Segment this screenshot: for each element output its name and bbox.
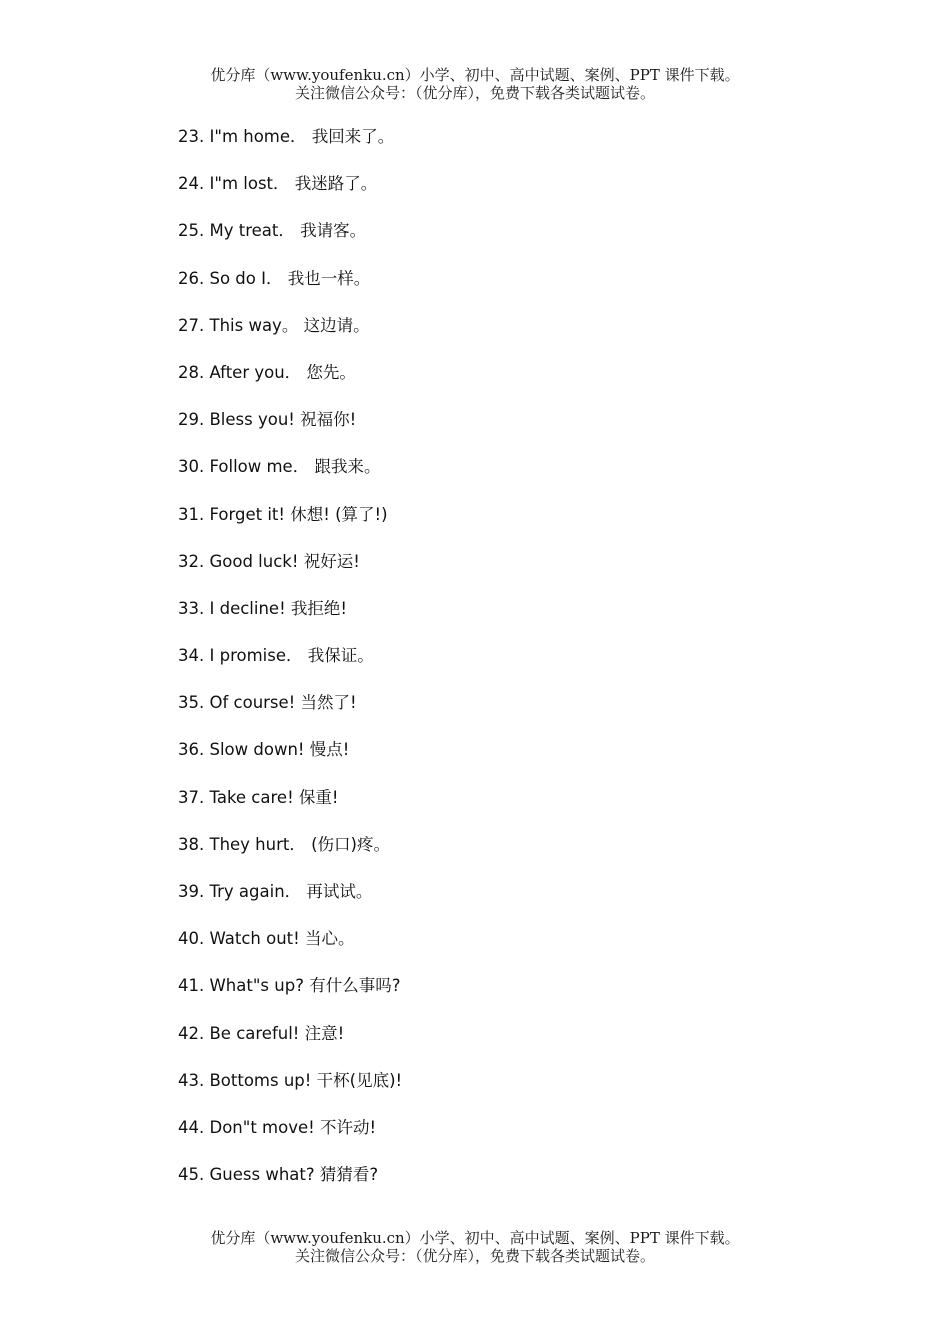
phrase-item: 31. Forget it! 休想! (算了!) <box>178 504 388 524</box>
phrase-item: 45. Guess what? 猜猜看? <box>178 1165 379 1185</box>
phrase-item: 30. Follow me． 跟我来。 <box>178 457 381 477</box>
phrase-item: 33. I decline! 我拒绝! <box>178 598 348 618</box>
page-footer <box>0 1229 950 1265</box>
phrase-item: 38. They hurt． (伤口)疼。 <box>178 834 390 854</box>
phrase-item: 37. Take care! 保重! <box>178 787 339 807</box>
phrase-item: 25. My treat． 我请客。 <box>178 221 367 241</box>
phrase-item: 44. Don"t move! 不许动! <box>178 1117 377 1137</box>
phrase-item: 29. Bless you! 祝福你! <box>178 410 357 430</box>
phrase-item: 26. So do I． 我也一样。 <box>178 268 371 288</box>
phrase-item: 32. Good luck! 祝好运! <box>178 551 360 571</box>
phrase-item: 40. Watch out! 当心。 <box>178 929 355 949</box>
footer-line-2: 关注微信公众号：（优分库），免费下载各类试题试卷。 <box>294 1247 655 1265</box>
phrase-item: 42. Be careful! 注意! <box>178 1023 345 1043</box>
phrase-item: 28. After you． 您先。 <box>178 362 356 382</box>
phrase-item: 34. I promise． 我保证。 <box>178 646 374 666</box>
phrase-item: 24. I"m lost． 我迷路了。 <box>178 174 378 194</box>
header-line-2: 关注微信公众号：（优分库），免费下载各类试题试卷。 <box>294 84 655 102</box>
phrase-item: 36. Slow down! 慢点! <box>178 740 350 760</box>
phrase-item: 41. What"s up? 有什么事吗? <box>178 976 401 996</box>
phrase-item: 39. Try again． 再试试。 <box>178 882 373 901</box>
footer-line-1: 优分库（www.youfenku.cn）小学、初中、高中试题、案例、PPT 课件下载。 <box>210 1229 740 1247</box>
phrase-item: 23. I"m home． 我回来了。 <box>178 127 395 146</box>
phrase-item: 43. Bottoms up! 干杯(见底)! <box>178 1070 403 1090</box>
page-header <box>0 66 950 102</box>
phrase-item: 35. Of course! 当然了! <box>178 693 357 713</box>
phrase-item: 27. This way。 这边请。 <box>178 315 370 335</box>
header-line-1: 优分库（www.youfenku.cn）小学、初中、高中试题、案例、PPT 课件下载。 <box>210 66 740 84</box>
phrase-list <box>178 124 878 1209</box>
